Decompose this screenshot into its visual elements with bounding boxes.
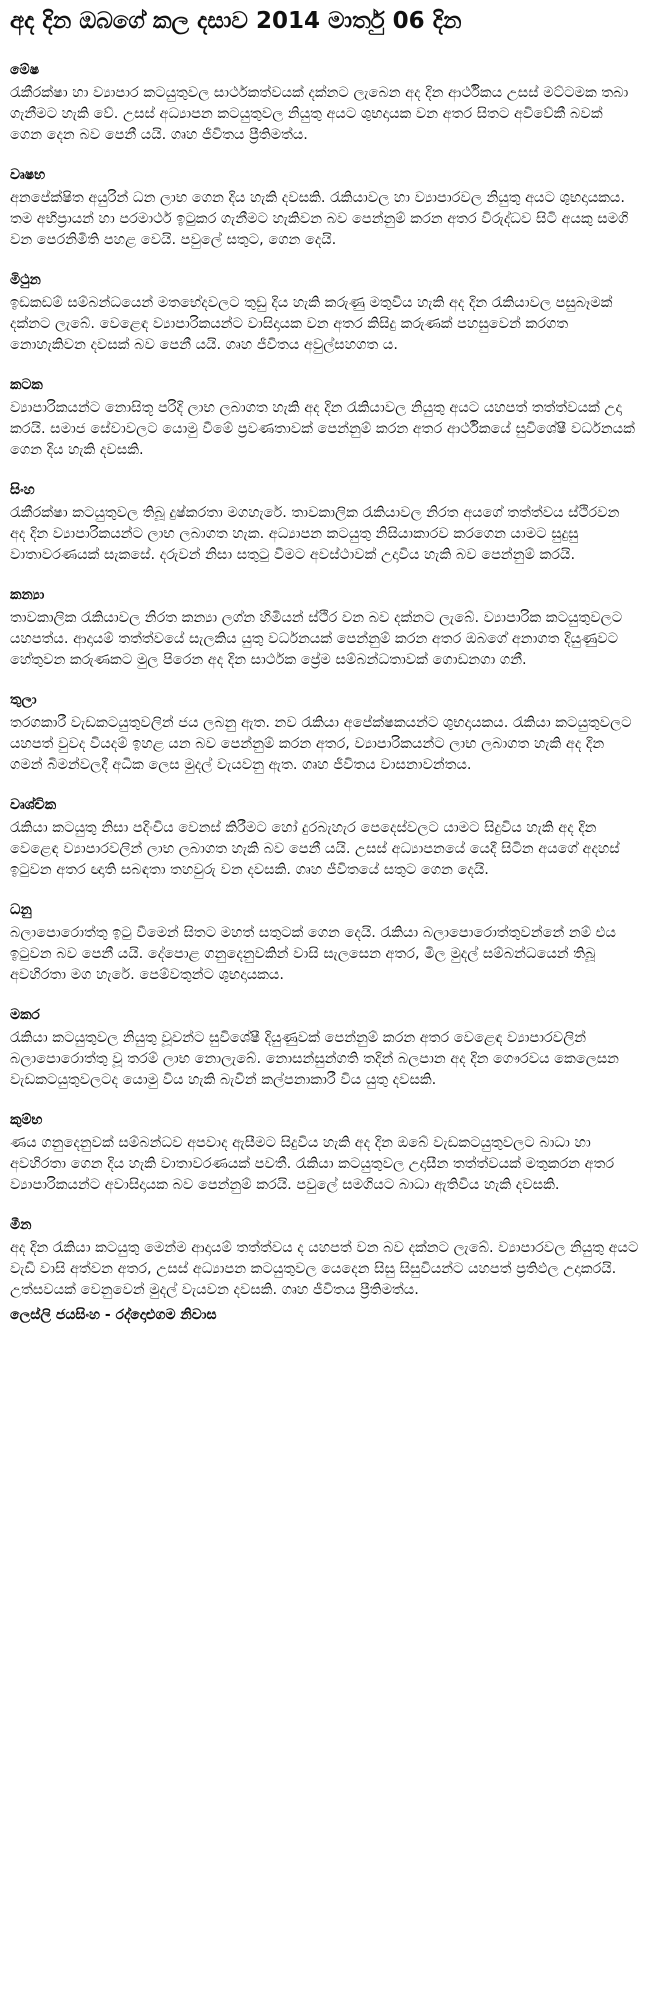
zodiac-sign-title: කටක: [10, 377, 43, 393]
horoscope-text: ඉඩකඩම් සම්බන්ධයෙන් මතභේදවලට තුඩු දිය හැකි කරුණු මතුවිය හැකි අද දින රැකියාවල පසුබෑමක් දක්නට ලැබේ. වෙළෙඳ ව්‍යාපාරිකයන්ට වාසිදායක වන අතර කිසිදු කරුණක් පහසුවෙන් කරගත නොහැකිවන දවසක් බව පෙනී යයි. ගෘහ ජීවිතය අවුල්සහගත ය.: [10, 295, 613, 353]
zodiac-sign-title: තුලා: [10, 692, 37, 708]
horoscope-section-thula: [10, 690, 639, 776]
zodiac-sign-title: මේෂ: [10, 62, 40, 78]
horoscope-section-dhanu: [10, 900, 639, 986]
horoscope-text: ණය ගනුදෙනුවක් සම්බන්ධව අපවාද ඇසීමට සිදුවිය හැකි අද දින ඔබේ වැඩකටයුතුවලට බාධා හා අවහිරතා ගෙන දිය හැකි වාතාවරණයක් පවතී. රැකියා කටයුතුවල උදාසීන තත්ත්වයක් මතුකරන අතර ව්‍යාපාරිකයන්ට අවාසිදායක බව පෙන්නුම් කරයි. පවුලේ සමගියට බාධා ඇතිවිය හැකි දවසකි.: [10, 1135, 615, 1193]
zodiac-sign-title: මීන: [10, 1217, 32, 1233]
horoscope-text: රැකීරක්ෂා හා ව්‍යාපාර කටයුතුවල සාර්ථකත්වයක් දක්නට ලැබෙන අද දින ආර්ථිකය උසස් මට්ටමක තබා ගැනීමට හැකි වේ. උසස් අධ්‍යාපන කටයුතුවල නියුතු අයට ශුභදායක වන අතර සිතට අවිවේකී බවක් ගෙන දෙන බව පෙනී යයි. ගෘහ ජීවිතය ප්‍රීතිමත්ය.: [10, 85, 629, 143]
horoscope-text: රැකියා කටයුතු නිසා පදිංචිය වෙනස් කිරීමට හෝ දුරබැහැර පෙදෙස්වලට යාමට සිදුවිය හැකි අද දින වෙළෙඳ ව්‍යාපාරවලින් ලාභ ලබාගත හැකි බව පෙනී යයි. උසස් අධ්‍යාපනයේ යෙදී සිටින අයගේ අදහස් ඉටුවන අතර ඥාති සබඳතා තහවුරු වන දවසකි. ගෘහ ජීවිතයේ සතුට ගෙන දෙයි.: [10, 820, 620, 878]
zodiac-sign-title: ධනු: [10, 902, 32, 918]
horoscope-text: තාවකාලික රැකියාවල නිරත කන්‍යා ලග්න හිමියන් ස්ථිර වන බව දක්නට ලැබේ. ව්‍යාපාරික කටයුතුවලට යහපත්ය. ආදායම් තත්ත්වයේ සැලකිය යුතු වර්ධනයක් පෙන්නුම් කරන අතර ඔබගේ අනාගත දියුණුවට හේතුවන කරුණකට මුල පිරෙන අද දින සාර්ථක ප්‍රේම සම්බන්ධතාවක් ගොඩනගා ගනී.: [10, 610, 623, 668]
horoscope-text: රැකීරක්ෂා කටයුතුවල තිබූ දුෂ්කරතා මගහැරේ. තාවකාලික රැකියාවල නිරත අයගේ තත්ත්වය ස්ථිරවන අද දින ව්‍යාපාරිකයන්ට ලාභ ලබාගත හැක. අධ්‍යාපන කටයුතු නිසියාකාරව කරගෙන යාමට සුදුසු වාතාවරණයක් සැකසේ. දරුවන් නිසා සතුටු වීමට අවස්ථාවක් උදාවිය හැකි බව පෙන්නුම් කරයි.: [10, 505, 620, 563]
horoscope-section-mithuna: [10, 270, 639, 356]
zodiac-sign-title: සිංහ: [10, 482, 35, 498]
author-credit: ලෙස්ලි ජයසිංහ - රද්දොළුගම නිවාස: [10, 1307, 217, 1323]
horoscope-section-simha: [10, 480, 639, 566]
page-title: අද දින ඔබගේ කල දසාව 2014 මාර්තු 06 දින: [10, 8, 462, 34]
horoscope-text: ව්‍යාපාරිකයන්ට නොසිතූ පරිදි ලාභ ලබාගත හැකි අද දින රැකියාවල නියුතු අයට යහපත් තත්ත්වයක් උදා කරයි. සමාජ සේවාවලට යොමු වීමේ ප්‍රවණතාවක් පෙන්නුම් කරන අතර ආර්ථිකයේ සුවිශේෂී වර්ධනයක් ගෙන දිය හැකි දවසකි.: [10, 400, 635, 458]
zodiac-sign-title: වෘශ්චික: [10, 797, 57, 813]
zodiac-sign-title: කන්‍යා: [10, 587, 45, 603]
horoscope-text: රැකියා කටයුතුවල නියුතු වූවන්ට සුවිශේෂී දියුණුවක් පෙන්නුම් කරන අතර වෙළෙඳ ව්‍යාපාරවලින් බලාපොරොත්තු වූ තරම් ලාභ නොලැබේ. නොසන්සුන්ගති තදින් බලපාන අද දින ගෞරවය කෙලෙසන වැඩකටයුතුවලටද යොමු විය හැකි බැවින් කල්පනාකාරී විය යුතු දවසකි.: [10, 1030, 619, 1088]
horoscope-section-mesha: [10, 60, 639, 146]
zodiac-sign-title: මිථුන: [10, 272, 41, 288]
horoscope-section-kumbha: [10, 1110, 639, 1196]
horoscope-section-kanya: [10, 585, 639, 671]
zodiac-sign-title: මකර: [10, 1007, 40, 1023]
horoscope-section-makara: [10, 1005, 639, 1091]
horoscope-text: අද දින රැකියා කටයුතු මෙන්ම ආදායම් තත්ත්වය ද යහපත් වන බව දක්නට ලැබේ. ව්‍යාපාරවල නියුතු අයට වැඩි වාසි අත්වන අතර, උසස් අධ්‍යාපන කටයුතුවල යෙදෙන සිසු සිසුවියන්ට යහපත් ප්‍රතිඵල උදාකරයි. උත්සවයක් වෙනුවෙන් මුදල් වැයවන දවසකි. ගෘහ ජීවිතය ප්‍රීතිමත්ය.: [10, 1240, 639, 1298]
zodiac-sign-title: කුම්භ: [10, 1112, 43, 1128]
horoscope-section-meena: [10, 1215, 639, 1301]
horoscope-section-kataka: [10, 375, 639, 461]
horoscope-text: අනපේක්ෂිත අයුරින් ධන ලාභ ගෙන දිය හැකි දවසකි. රැකියාවල හා ව්‍යාපාරවල නියුතු අයට ශුභදායකය. තම අභිප්‍රායන් හා පරමාර්ථ ඉටුකර ගැනීමට හැකිවන බව පෙන්නුම් කරන අතර විරුද්ධව සිටි අයකු සමගි වන පෙරනිමිති පහළ වෙයි. පවුලේ සතුට, ගෙන දෙයි.: [10, 190, 629, 248]
horoscope-text: බලාපොරොත්තු ඉටු වීමෙන් සිතට මහත් සතුටක් ගෙන දෙයි. රැකියා බලාපොරොත්තුවන්නේ නම් එය ඉටුවන බව පෙනී යයි. දේපොළ ගනුදෙනුවකින් වාසි සැලසෙන අතර, මිල මුදල් සම්බන්ධයෙන් තිබූ අවහිරතා මග හැරේ. පෙම්වතුන්ට ශුභදායකය.: [10, 925, 616, 983]
horoscope-section-vrushabha: [10, 165, 639, 251]
horoscope-text: තරගකාරී වැඩකටයුතුවලින් ජය ලබනු ඇත. නව රැකියා අපේක්ෂකයන්ට ශුභදායකය. රැකියා කටයුතුවලට යහපත් වුවද වියදම් ඉහළ යන බව පෙන්නුම් කරන අතර, ව්‍යාපාරිකයන්ට ලාභ ලබාගත හැකි අද දින ගමන් බිමන්වලදී අධික ලෙස මුදල් වැයවනු ඇත. ගෘහ ජීවිතය වාසනාවන්තය.: [10, 715, 632, 773]
zodiac-sign-title: වෘෂභ: [10, 167, 46, 183]
horoscope-section-vrushchika: [10, 795, 639, 881]
